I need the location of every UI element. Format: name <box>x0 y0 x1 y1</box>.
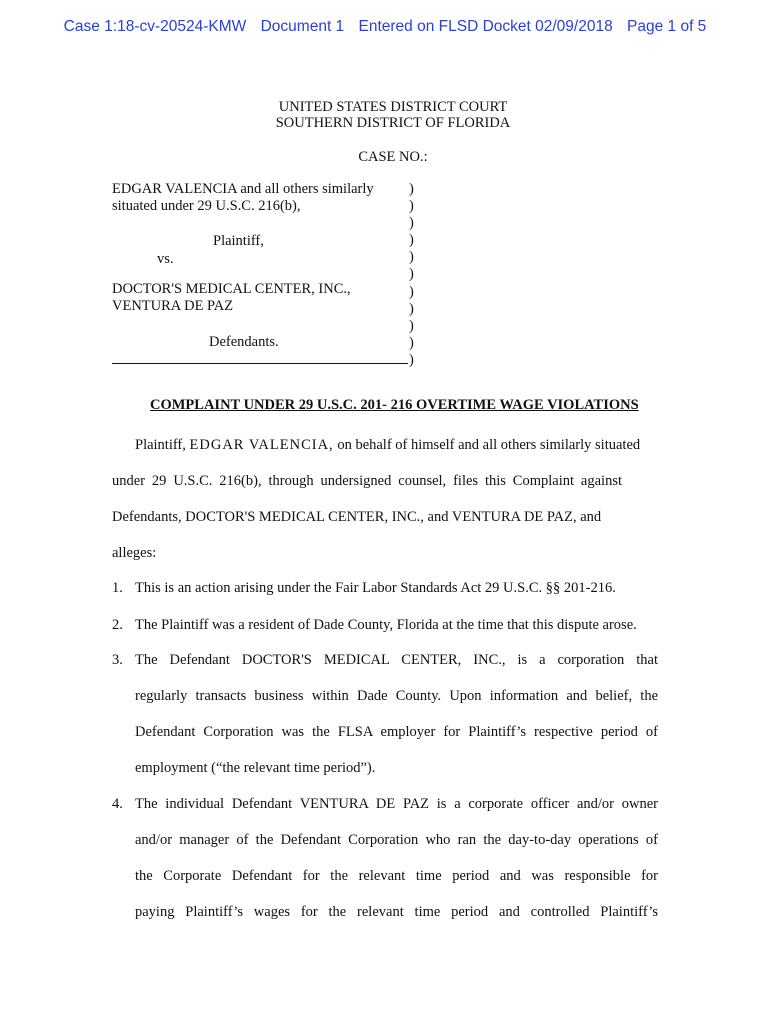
intro-text: Plaintiff, <box>135 437 186 453</box>
paragraph-number: 2. <box>112 617 123 633</box>
docket-header-stamp <box>0 18 770 36</box>
paragraph-3-line-1: The Defendant DOCTOR'S MEDICAL CENTER, INC., is a corporation that <box>135 652 658 668</box>
case-no-label: CASE NO.: <box>358 149 428 165</box>
paragraph-4-line-2: and/or manager of the Defendant Corporation who ran the day-to-day operations of <box>135 832 658 848</box>
versus-label: vs. <box>157 251 174 267</box>
paragraph-1-line-1: This is an action arising under the Fair Labor Standards Act 29 U.S.C. §§ 201-216. <box>135 580 616 596</box>
paragraph-4-line-3: the Corporate Defendant for the relevant time period and was responsible for <box>135 868 658 884</box>
paragraph-number: 3. <box>112 652 123 668</box>
plaintiff-name-line-2: situated under 29 U.S.C. 216(b), <box>112 198 301 214</box>
intro-line-2: under 29 U.S.C. 216(b), through undersigned counsel, files this Complaint against <box>112 473 622 489</box>
defendant-name-line-1: DOCTOR'S MEDICAL CENTER, INC., <box>112 281 351 297</box>
paragraph-3-line-2: regularly transacts business within Dade County. Upon information and belief, the <box>135 688 658 704</box>
caption-parenthesis: ) <box>409 317 414 334</box>
caption-parenthesis: ) <box>409 283 414 300</box>
caption-parenthesis: ) <box>409 300 414 317</box>
caption-parenthesis: ) <box>409 198 414 215</box>
complaint-title: COMPLAINT UNDER 29 U.S.C. 201- 216 OVERTIME WAGE VIOLATIONS <box>150 397 639 413</box>
court-line-2: SOUTHERN DISTRICT OF FLORIDA <box>275 115 511 131</box>
caption-parenthesis: ) <box>409 215 414 232</box>
paragraph-number: 1. <box>112 580 123 596</box>
intro-line-3: Defendants, DOCTOR'S MEDICAL CENTER, INC., and VENTURA DE PAZ, and <box>112 509 602 525</box>
court-line-1: UNITED STATES DISTRICT COURT <box>278 99 508 115</box>
plaintiff-label: Plaintiff, <box>213 233 264 249</box>
document-number: Document 1 <box>260 18 345 35</box>
case-number: Case 1:18-cv-20524-KMW <box>63 18 247 35</box>
paragraph-2-line-1: The Plaintiff was a resident of Dade County, Florida at the time that this dispute arose. <box>135 617 637 633</box>
caption-parenthesis: ) <box>409 181 414 197</box>
intro-text: on behalf of himself and all others similarly situated <box>337 437 641 453</box>
caption-parenthesis: ) <box>409 351 414 368</box>
docket-entry-date: Entered on FLSD Docket 02/09/2018 <box>358 18 613 35</box>
caption-parenthesis: ) <box>409 266 414 283</box>
plaintiff-name: EDGAR VALENCIA, <box>189 437 334 453</box>
defendants-label: Defendants. <box>209 334 279 350</box>
intro-line-1 <box>135 437 640 454</box>
plaintiff-name-line-1: EDGAR VALENCIA and all others similarly <box>112 181 374 197</box>
defendant-name-line-2: VENTURA DE PAZ <box>112 298 234 314</box>
paragraph-3-line-3: Defendant Corporation was the FLSA employer for Plaintiff’s respective period of <box>135 724 658 740</box>
caption-parenthesis: ) <box>409 249 414 266</box>
caption-parenthesis: ) <box>409 232 414 249</box>
paragraph-4-line-1: The individual Defendant VENTURA DE PAZ is a corporate officer and/or owner <box>135 796 658 812</box>
caption-parenthesis-column <box>409 181 414 369</box>
caption-parenthesis: ) <box>409 334 414 351</box>
paragraph-4-line-4: paying Plaintiff’s wages for the relevant time period and controlled Plaintiff’s <box>135 904 658 920</box>
page-indicator: Page 1 of 5 <box>627 18 707 35</box>
court-name <box>0 99 770 131</box>
paragraph-number: 4. <box>112 796 123 812</box>
paragraph-3-line-4: employment (“the relevant time period”). <box>135 760 376 776</box>
caption-signature-rule <box>112 363 408 364</box>
intro-line-4: alleges: <box>112 545 157 561</box>
